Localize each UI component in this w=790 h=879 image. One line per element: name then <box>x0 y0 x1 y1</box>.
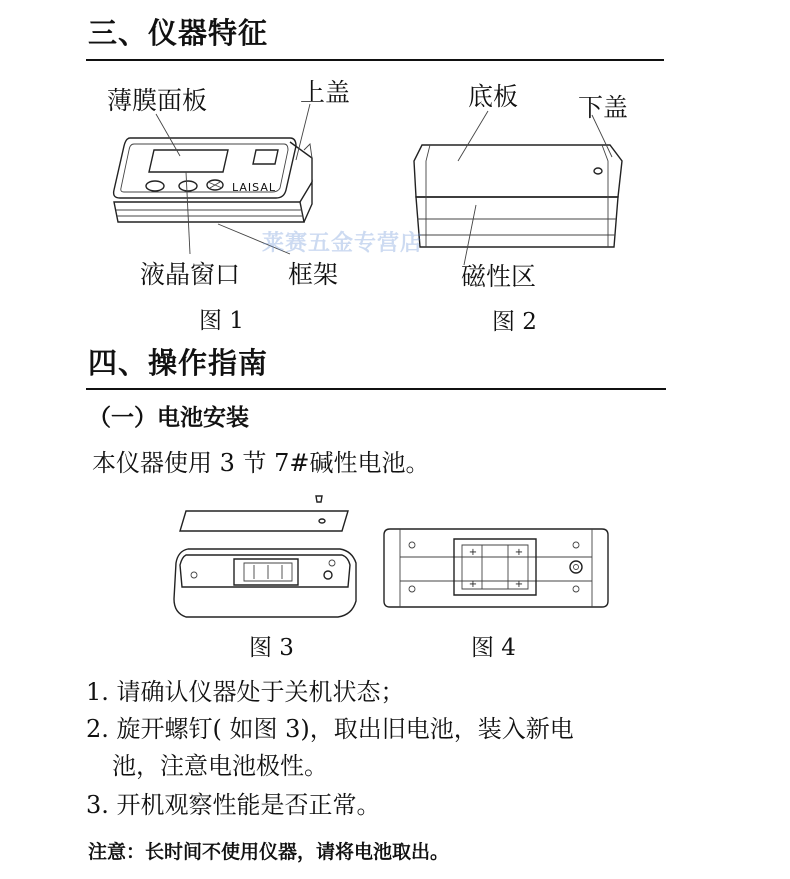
step-2-continued: 池，注意电池极性。 <box>112 752 328 780</box>
section-4-rule <box>86 388 666 390</box>
battery-intro: 本仪器使用 3 节 7#碱性电池。 <box>92 449 430 477</box>
svg-text:+: + <box>514 547 524 558</box>
watermark: 莱赛五金专营店 <box>262 231 424 256</box>
svg-text:+: + <box>468 579 478 590</box>
figure-1-caption: 图 1 <box>199 308 244 334</box>
svg-text:+: + <box>514 579 524 590</box>
step-3: 3. 开机观察性能是否正常。 <box>86 791 381 819</box>
battery-note: 注意：长时间不使用仪器，请将电池取出。 <box>88 841 450 863</box>
svg-text:+: + <box>468 547 478 558</box>
figure-4-caption: 图 4 <box>471 635 516 661</box>
brand-logo: LAISAL <box>232 181 276 194</box>
figure-4-battery-compartment-top <box>384 525 614 611</box>
figure-3-battery-compartment <box>172 493 362 623</box>
section-4-title: 四、操作指南 <box>88 346 269 380</box>
figure-2-caption: 图 2 <box>492 309 537 335</box>
figure-2-level-bottom-view <box>408 135 638 255</box>
step-2: 2. 旋开螺钉( 如图 3)，取出旧电池，装入新电 <box>86 715 574 743</box>
battery-subtitle: （一）电池安装 <box>88 405 249 431</box>
section-3-title: 三、仪器特征 <box>88 16 269 50</box>
figure-1-level-front-view <box>100 120 330 240</box>
label-lcd-window: 液晶窗口 <box>140 260 241 289</box>
section-3-rule <box>86 59 664 61</box>
label-magnetic-zone: 磁性区 <box>461 262 537 291</box>
figure-3-caption: 图 3 <box>249 635 294 661</box>
step-1: 1. 请确认仪器处于关机状态； <box>86 678 405 706</box>
label-bottom-cover: 下盖 <box>578 93 629 122</box>
label-base-plate: 底板 <box>468 82 519 111</box>
label-top-cover: 上盖 <box>300 78 351 107</box>
label-membrane-panel: 薄膜面板 <box>107 86 208 115</box>
label-frame: 框架 <box>288 260 339 289</box>
